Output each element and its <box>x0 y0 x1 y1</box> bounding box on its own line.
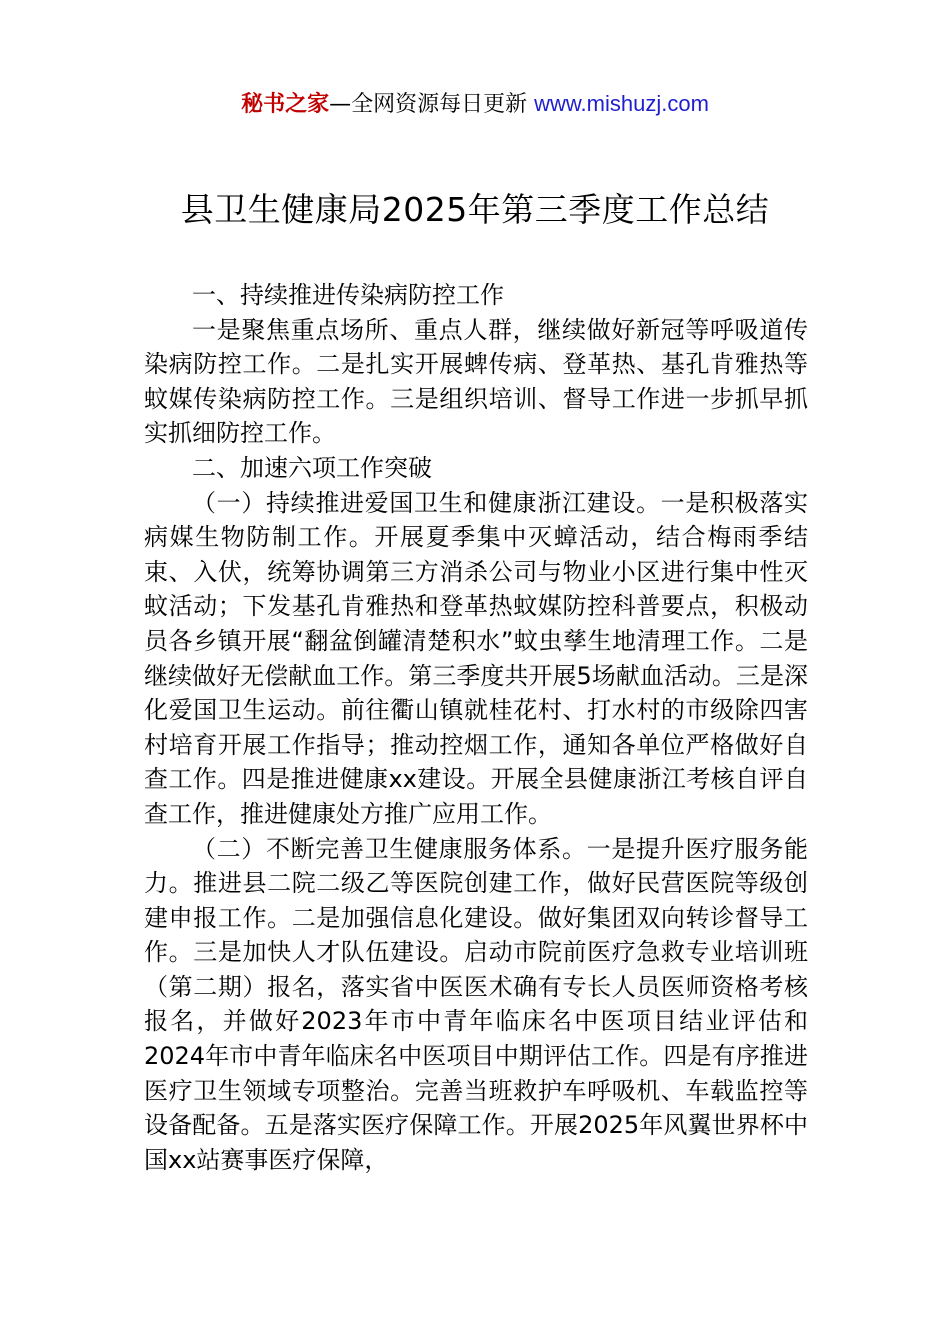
brand-name: 秘书之家 <box>241 92 330 117</box>
site-header <box>0 86 950 123</box>
section-heading-2: 二、加速六项工作突破 <box>192 453 432 482</box>
site-url-link[interactable]: www.mishuzj.com <box>534 91 709 116</box>
section-heading-1: 一、持续推进传染病防控工作 <box>192 281 504 309</box>
paragraph: （二）不断完善卫生健康服务体系。一是提升医疗服务能力。推进县二院二级乙等医院创建工作，做好民营医院等级创建申报工作。二是加强信息化建设。做好集团双向转诊督导工作。三是加快人才队伍建设。启动市院前医疗急救专业培训班（第二期）报名，落实省中医医术确有专长人员医师资格考核报名，并做好2023年市中青年临床名中医项目结业评估和2024年市中青年临床名中医项目中期评估工作。四是有序推进医疗卫生领域专项整治。完善当班救护车呼吸机、车载监控等设备配备。五是落实医疗保障工作。开展2025年风翼世界杯中国xx站赛事医疗保障， <box>144 834 808 1174</box>
paragraph: 一是聚焦重点场所、重点人群，继续做好新冠等呼吸道传染病防控工作。二是扎实开展蜱传病、登革热、基孔肯雅热等蚊媒传染病防控工作。三是组织培训、督导工作进一步抓早抓实抓细防控工作。 <box>144 315 808 448</box>
paragraph: （一）持续推进爱国卫生和健康浙江建设。一是积极落实病媒生物防制工作。开展夏季集中灭蟑活动，结合梅雨季结束、入伏，统筹协调第三方消杀公司与物业小区进行集中性灭蚊活动；下发基孔肯雅热和登革热蚊媒防控科普要点，积极动员各乡镇开展“翻盆倒罐清楚积水”蚊虫孳生地清理工作。二是继续做好无偿献血工作。第三季度共开展5场献血活动。三是深化爱国卫生运动。前往衢山镇就桂花村、打水村的市级除四害村培育开展工作指导；推动控烟工作，通知各单位严格做好自查工作。四是推进健康xx建设。开展全县健康浙江考核自评自查工作，推进健康处方推广应用工作。 <box>144 488 808 828</box>
document-title: 县卫生健康局2025年第三季度工作总结 <box>180 190 770 229</box>
document-body <box>144 278 808 1177</box>
header-tagline: —全网资源每日更新 <box>329 92 528 117</box>
